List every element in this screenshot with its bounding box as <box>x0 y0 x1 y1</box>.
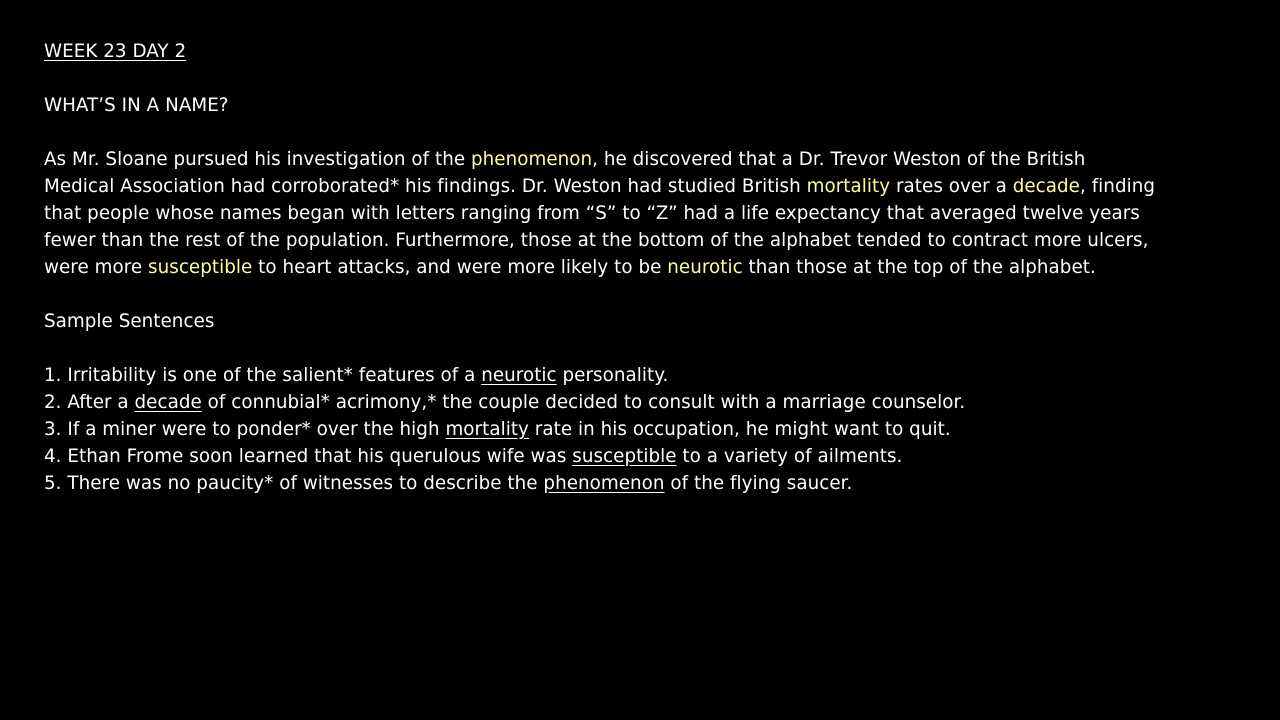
passage-text: rates over a <box>890 176 1013 197</box>
passage-text: , he discovered that a Dr. Trevor Weston of the British <box>592 149 1086 170</box>
sample-sentences-label: Sample Sentences <box>44 311 215 332</box>
sentence-text: of connubial* acrimony,* the couple decided to consult with a marriage counselor. <box>201 392 966 413</box>
sentence-text: 1. Irritability is one of the salient* features of a <box>44 365 482 386</box>
sample-sentence <box>44 416 965 443</box>
vocab-word-decade: decade <box>134 392 202 413</box>
passage-text: As Mr. Sloane pursued his investigation of the <box>44 149 472 170</box>
vocab-word-susceptible: susceptible <box>148 257 253 278</box>
sentence-text: 5. There was no paucity* of witnesses to describe the <box>44 473 544 494</box>
sentence-text: of the flying saucer. <box>664 473 853 494</box>
lesson-heading: WEEK 23 DAY 2 <box>44 41 187 62</box>
vocab-word-mortality: mortality <box>806 176 891 197</box>
vocab-word-susceptible: susceptible <box>572 446 677 467</box>
passage-text: than those at the top of the alphabet. <box>742 257 1096 278</box>
sentence-text: to a variety of ailments. <box>676 446 903 467</box>
sentence-text: personality. <box>556 365 669 386</box>
passage-line <box>44 173 1155 200</box>
sentence-text: 3. If a miner were to ponder* over the high <box>44 419 446 440</box>
reading-passage <box>44 146 1155 281</box>
vocab-word-neurotic: neurotic <box>667 257 743 278</box>
sentence-text: 4. Ethan Frome soon learned that his querulous wife was <box>44 446 573 467</box>
lesson-subtitle: WHAT’S IN A NAME? <box>44 95 229 116</box>
passage-text: , finding <box>1079 176 1156 197</box>
sentence-text: 2. After a <box>44 392 135 413</box>
passage-line <box>44 254 1155 281</box>
vocab-word-decade: decade <box>1012 176 1080 197</box>
sample-sentence-list <box>44 362 965 497</box>
sample-sentence <box>44 443 965 470</box>
sentence-text: rate in his occupation, he might want to quit. <box>528 419 951 440</box>
passage-text: Medical Association had corroborated* his findings. Dr. Weston had studied British <box>44 176 807 197</box>
vocab-word-neurotic: neurotic <box>481 365 557 386</box>
vocab-word-phenomenon: phenomenon <box>543 473 665 494</box>
sample-sentence <box>44 389 965 416</box>
vocab-word-mortality: mortality <box>445 419 529 440</box>
sample-sentence <box>44 362 965 389</box>
sample-sentence <box>44 470 965 497</box>
vocab-word-phenomenon: phenomenon <box>471 149 593 170</box>
passage-line: that people whose names began with letters ranging from “S” to “Z” had a life expectancy that averaged twelve years <box>44 203 1140 224</box>
passage-text: were more <box>44 257 149 278</box>
passage-line: fewer than the rest of the population. Furthermore, those at the bottom of the alphabet tended to contract more ulcers, <box>44 230 1149 251</box>
passage-line <box>44 146 1155 173</box>
passage-text: to heart attacks, and were more likely to be <box>252 257 668 278</box>
